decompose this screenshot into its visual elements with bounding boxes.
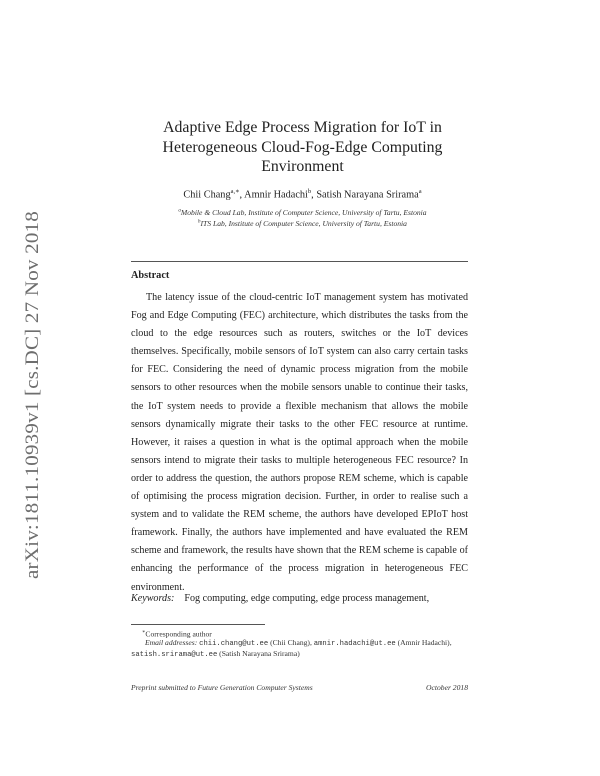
title-line-3: Environment — [261, 158, 344, 175]
arxiv-side-stamp — [10, 210, 50, 580]
author-mark: b — [307, 188, 312, 195]
keywords-label: Keywords: — [131, 593, 175, 604]
corresponding-text: Corresponding author — [145, 629, 212, 639]
email-owner: (Satish Narayana Srirama) — [219, 649, 300, 659]
abstract-top-rule — [131, 261, 468, 262]
preprint-date: October 2018 — [426, 683, 468, 692]
abstract-body: The latency issue of the cloud-centric IoT management system has motivated Fog and Edge Computing (FEC) architecture, which distributes the tasks from the cloud to the edge resources such as routers, switches or the IoT devices themselves. Specifically, mobile sensors of IoT system can also carry certain tasks for FEC. Considering the need of dynamic process migration from the mobile sensors to other resources when the mobile sensors unable to continue their tasks, the IoT system needs to provide a flexible mechanism that allows the mobile sensors dynamically migrate their tasks to the other FEC resource at runtime. However, it raises a question in what is the optimal approach when the mobile sensors intend to migrate their tasks to multiple heterogeneous FEC resource? In order to address the question, the authors propose REM scheme, which is capable of optimising the process migration decision. Further, in order to realise such a system and to validate the REM scheme, the authors have developed EPIoT host framework. Finally, the authors have implemented and have evaluated the REM scheme and framework, the results have shown that the REM scheme is capable of enhancing the performance of the process migration in heterogeneous FEC environment. — [131, 292, 468, 593]
email-owner: (Chii Chang), — [270, 638, 312, 647]
author-list: Chii Chang$^{a,∗}$, Amnir Hadachi$^b$, Satish Narayana Srirama$^a$ — [183, 188, 422, 201]
affiliation-mark: b — [198, 219, 201, 225]
email-owner: (Amnir Hadachi), — [397, 638, 452, 647]
email-link[interactable]: chii.chang@ut.ee — [199, 640, 269, 648]
author-mark: a,∗ — [230, 188, 240, 195]
author-mark: a — [418, 188, 422, 195]
affiliation-text: Mobile & Cloud Lab, Institute of Computer Science, University of Tartu, Estonia — [180, 208, 427, 217]
paper-title — [140, 118, 465, 177]
arxiv-identifier: arXiv:1811.10939v1 [cs.DC] 27 Nov 2018 — [23, 254, 43, 579]
author-name: Satish Narayana Srirama — [316, 189, 419, 201]
email-link[interactable]: satish.srirama@ut.ee — [131, 651, 218, 660]
footnote-rule — [131, 624, 265, 625]
email-addresses-note — [131, 638, 468, 661]
preprint-note: Preprint submitted to Future Generation Computer Systems — [131, 683, 313, 692]
keywords-text: Fog computing, edge computing, edge process management, — [184, 593, 430, 604]
abstract-heading: Abstract — [131, 270, 170, 281]
author-name: Chii Chang — [183, 189, 231, 201]
title-line-1: Adaptive Edge Process Migration for IoT in — [163, 119, 442, 136]
email-link[interactable]: amnir.hadachi@ut.ee — [313, 640, 396, 648]
affiliation-mark: a — [178, 208, 181, 214]
affiliation-text: ITS Lab, Institute of Computer Science, University of Tartu, Estonia — [200, 219, 407, 228]
affiliation — [100, 208, 505, 217]
email-label: Email addresses: — [145, 638, 198, 647]
author-name: Amnir Hadachi — [244, 189, 308, 201]
corresponding-mark: ∗ — [142, 630, 146, 635]
title-line-2: Heterogeneous Cloud-Fog-Edge Computing — [162, 138, 443, 156]
keywords — [131, 593, 468, 604]
affiliation — [100, 219, 505, 228]
